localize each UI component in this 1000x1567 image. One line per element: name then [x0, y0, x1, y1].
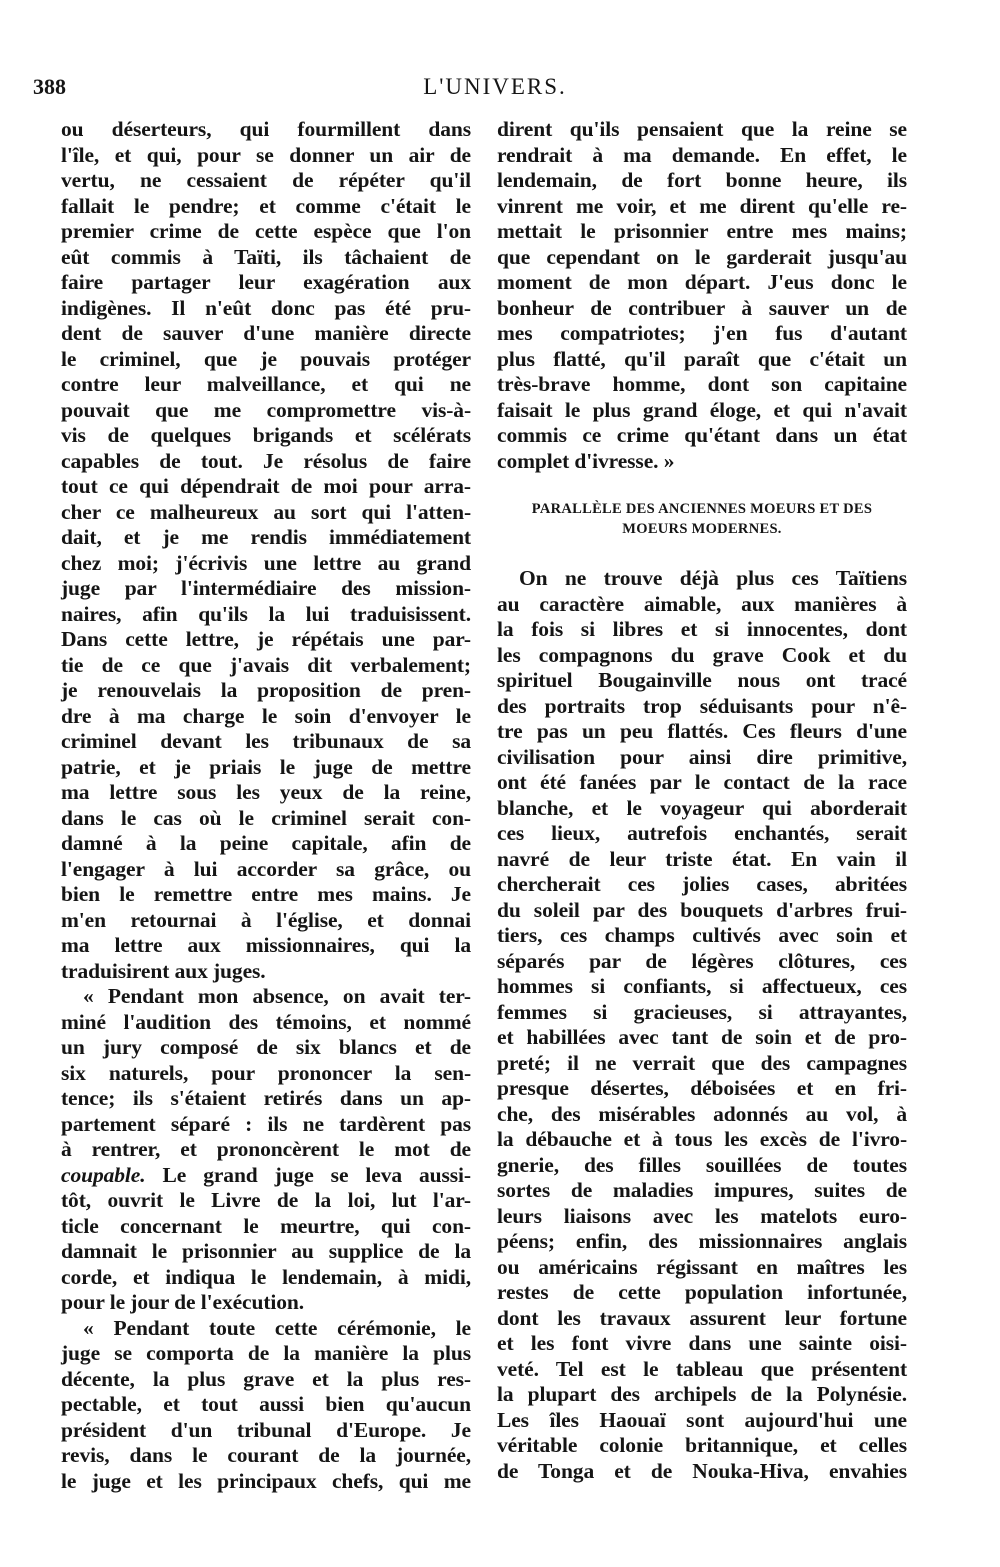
italic-text: coupable.	[61, 1162, 146, 1187]
text-line: dre à ma charge le soin d'envoyer le	[61, 703, 471, 728]
text-line: corde, et indiqua le lendemain, à midi,	[61, 1264, 471, 1289]
text-line: veté. Tel est le tableau que présentent	[497, 1356, 907, 1381]
section-heading	[497, 499, 907, 539]
text-line: décente, la plus grave et la plus res-	[61, 1366, 471, 1391]
page-number: 388	[33, 74, 66, 99]
section-heading-line: MOEURS MODERNES.	[622, 521, 782, 537]
text-line: bonheur de contribuer à sauver un de	[497, 295, 907, 320]
text-line: naires, afin qu'ils la lui traduisissent.	[61, 601, 471, 626]
text-line: dirent qu'ils pensaient que la reine se	[497, 117, 907, 141]
text-line: indigènes. Il n'eût donc pas été pru-	[61, 295, 471, 320]
text-line: rendrait à ma demande. En effet, le	[497, 142, 907, 167]
text-line: et les font vivre dans une sainte oisi-	[497, 1331, 907, 1355]
text-line: pour le jour de l'exécution.	[61, 1290, 305, 1314]
text-line: leurs liaisons avec les matelots euro-	[497, 1203, 907, 1228]
text-line: tie de ce que j'avais dit verbalement;	[61, 652, 471, 677]
text-line: vinrent me voir, et me dirent qu'elle re-	[497, 193, 907, 218]
text-line: de Tonga et de Nouka-Hiva, envahies	[497, 1458, 907, 1483]
text-line: gnerie, des filles souillées de toutes	[497, 1152, 907, 1177]
text-line: pectable, et tout aussi bien qu'aucun	[61, 1392, 471, 1416]
text-line: ticle concernant le meurtre, qui con-	[61, 1213, 471, 1238]
text-line: pouvait que me compromettre vis-à-	[61, 397, 471, 422]
text-line: dent de sauver d'une manière directe	[61, 321, 471, 345]
text-line: partement séparé : ils ne tardèrent pas	[61, 1111, 471, 1136]
text-line: tiers, ces champs cultivés avec soin et	[497, 923, 907, 947]
text-line: et habillées avec tant de soin et de pro-	[497, 1025, 907, 1049]
right-column-before-heading	[497, 117, 907, 474]
text-line: Les îles Haouaï sont aujourd'hui une	[497, 1407, 907, 1432]
text-line: moment de mon départ. J'eus donc le	[497, 270, 907, 294]
text-line: premier crime de cette espèce que l'on	[61, 219, 471, 243]
text-line: ces lieux, autrefois enchantés, serait	[497, 821, 907, 845]
text-line: complet d'ivresse. »	[497, 448, 675, 473]
text-line: civilisation pour ainsi dire primitive,	[497, 744, 907, 769]
text-line: damnait le prisonnier au supplice de la	[61, 1239, 471, 1263]
right-column-after-heading	[497, 566, 907, 1484]
text-line: la débauche et à tous les excès de l'ivro-	[497, 1127, 907, 1151]
text-line: dans le cas où le criminel serait con-	[61, 805, 471, 830]
text-line: vis de quelques brigands et scélérats	[61, 423, 471, 447]
text-line: damné à la peine capitale, afin de	[61, 831, 471, 855]
text-line: m'en retournai à l'église, et donnai	[61, 907, 471, 932]
text-line: véritable colonie britannique, et celles	[497, 1433, 907, 1457]
text-line: ont été fanées par le contact de la race	[497, 770, 907, 794]
text-line: bien le remettre entre mes mains. Je	[61, 882, 471, 906]
text-line: revis, dans le courant de la journée,	[61, 1443, 471, 1467]
text-line: On ne trouve déjà plus ces Taïtiens	[519, 566, 907, 590]
text-line: preté; il ne verrait que des campagnes	[497, 1050, 907, 1075]
paragraph	[497, 566, 907, 1484]
text-line: le criminel, que je pouvais protéger	[61, 346, 471, 371]
text-line: président d'un tribunal d'Europe. Je	[61, 1417, 471, 1442]
text-line: je renouvelais la proposition de pren-	[61, 678, 471, 702]
text-line: des portraits trop séduisants pour n'ê-	[497, 693, 907, 718]
left-column	[61, 117, 471, 1494]
text-line: l'île, et qui, pour se donner un air de	[61, 142, 471, 167]
paragraph	[61, 984, 471, 1316]
text-line: faisait le plus grand éloge, et qui n'avait	[497, 397, 907, 422]
text-line: tout ce qui dépendrait de moi pour arra-	[61, 474, 471, 498]
text-line: mes compatriotes; j'en fus d'autant	[497, 321, 907, 345]
text-line: la plupart des archipels de la Polynésie.	[497, 1382, 907, 1406]
text-line: tre pas un peu flattés. Ces fleurs d'une	[497, 719, 907, 743]
text-line: tôt, ouvrit le Livre de la loi, lut l'ar-	[61, 1188, 471, 1212]
text-line: ou américains régissant en maîtres les	[497, 1254, 907, 1279]
paragraph	[497, 117, 907, 474]
text-line: ma lettre sous les yeux de la reine,	[61, 780, 471, 804]
text-line: hommes si confiants, si affectueux, ces	[497, 974, 907, 998]
text-line: patrie, et je priais le juge de mettre	[61, 754, 471, 779]
text-line: capables de tout. Je résolus de faire	[61, 448, 471, 473]
text-line: ou déserteurs, qui fourmillent dans	[61, 117, 471, 141]
text-line: criminel devant les tribunaux de sa	[61, 729, 471, 753]
text-segment: Le grand juge se leva aussi-	[145, 1162, 471, 1187]
running-title-text: L'UNIVERS.	[423, 74, 567, 99]
text-line: contre leur malveillance, et qui ne	[61, 372, 471, 396]
text-line: que cependant on le garderait jusqu'au	[497, 244, 907, 269]
text-line: le juge et les principaux chefs, qui me	[61, 1468, 471, 1493]
text-line: che, des misérables adonnés au vol, à	[497, 1101, 907, 1126]
text-line: presque désertes, déboisées et en fri-	[497, 1076, 907, 1100]
paragraph	[61, 1316, 471, 1495]
text-line: séparés par de légères clôtures, ces	[497, 948, 907, 973]
text-line: très-brave homme, dont son capitaine	[497, 372, 907, 396]
text-line: cher ce malheureux au sort qui l'atten-	[61, 499, 471, 524]
text-line: au caractère aimable, aux manières à	[497, 591, 907, 616]
section-heading-line: PARALLÈLE DES ANCIENNES MOEURS ET DES	[531, 501, 873, 517]
text-line: du soleil par des bouquets d'arbres frui-	[497, 897, 907, 922]
text-line	[61, 1163, 471, 1189]
text-line: navré de leur triste état. En vain il	[497, 846, 907, 871]
text-line: chercherait ces jolies cases, abritées	[497, 872, 907, 896]
text-line: l'engager à lui accorder sa grâce, ou	[61, 856, 471, 881]
text-line: « Pendant mon absence, on avait ter-	[83, 984, 471, 1008]
text-line: la fois si libres et si innocentes, dont	[497, 617, 907, 641]
text-line: blanche, et le voyageur qui aborderait	[497, 795, 907, 820]
text-line: plus flatté, qu'il paraît que c'était un	[497, 346, 907, 371]
text-line: mettait le prisonnier entre mes mains;	[497, 219, 907, 243]
text-line: sortes de maladies impures, suites de	[497, 1178, 907, 1202]
running-title	[0, 74, 1000, 100]
text-line: juge se comporta de la manière la plus	[61, 1341, 471, 1365]
text-line: à rentrer, et prononcèrent le mot de	[61, 1137, 471, 1161]
text-line: commis ce crime qu'étant dans un état	[497, 423, 907, 447]
text-line: péens; enfin, des missionnaires anglais	[497, 1229, 907, 1253]
text-line: femmes si gracieuses, si attrayantes,	[497, 999, 907, 1024]
text-line: eût commis à Taïti, ils tâchaient de	[61, 244, 471, 269]
text-line: chez moi; j'écrivis une lettre au grand	[61, 550, 471, 575]
text-line: traduisirent aux juges.	[61, 958, 266, 983]
text-line: vertu, ne cessaient de répéter qu'il	[61, 168, 471, 192]
text-line: un jury composé de six blancs et de	[61, 1035, 471, 1059]
text-line: dont les travaux assurent leur fortune	[497, 1305, 907, 1330]
text-line: ma lettre aux missionnaires, qui la	[61, 933, 471, 957]
text-line: restes de cette population infortunée,	[497, 1280, 907, 1304]
text-line: « Pendant toute cette cérémonie, le	[83, 1315, 471, 1340]
text-line: Dans cette lettre, je répétais une par-	[61, 627, 471, 651]
text-line: six naturels, pour prononcer la sen-	[61, 1060, 471, 1085]
text-line: lendemain, de fort bonne heure, ils	[497, 168, 907, 192]
text-line: juge par l'intermédiaire des mission-	[61, 576, 471, 600]
text-line: spirituel Bougainville nous ont tracé	[497, 668, 907, 692]
paragraph	[61, 117, 471, 984]
text-line: miné l'audition des témoins, et nommé	[61, 1009, 471, 1034]
text-line: tence; ils s'étaient retirés dans un ap-	[61, 1086, 471, 1110]
text-line: fallait le pendre; et comme c'était le	[61, 193, 471, 218]
text-line: faire partager leur exagération aux	[61, 270, 471, 294]
text-line: dait, et je me rendis immédiatement	[61, 525, 471, 549]
right-column	[497, 117, 907, 1484]
text-line: les compagnons du grave Cook et du	[497, 642, 907, 667]
